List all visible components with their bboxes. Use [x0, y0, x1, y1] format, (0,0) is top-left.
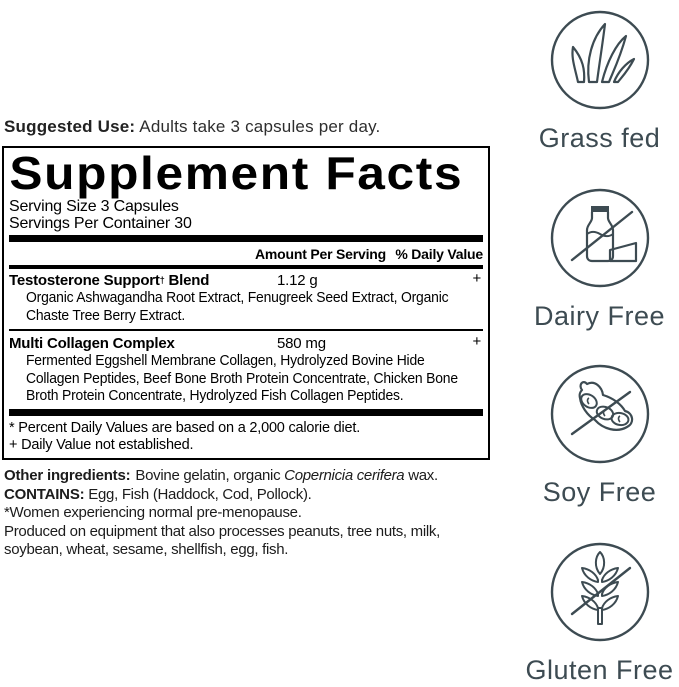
footnote-not-established: + Daily Value not established. — [9, 437, 194, 453]
ingredient-amount: 1.12 g — [277, 272, 318, 289]
allergen-note-line: soybean, wheat, sesame, shellfish, egg, fish. — [4, 541, 289, 558]
sub-ingredient-line: Fermented Eggshell Membrane Collagen, Hydrolyzed Bovine Hide — [26, 353, 425, 369]
allergen-note-line: Produced on equipment that also processes peanuts, tree nuts, milk, — [4, 522, 440, 540]
badge-gluten-free — [520, 540, 679, 684]
other-ingredients-text: Bovine gelatin, organic — [135, 467, 285, 484]
suggested-use-label: Suggested Use: — [4, 117, 136, 136]
supplement-facts-panel — [2, 146, 490, 460]
thin-divider-line — [9, 329, 483, 331]
dagger-mark: † — [159, 275, 165, 285]
soy-free-icon — [548, 362, 652, 466]
badge-label: Soy Free — [542, 477, 657, 507]
supplement-facts-title: Supplement Facts — [9, 147, 464, 199]
sub-ingredient-line: Chaste Tree Berry Extract. — [26, 307, 186, 324]
sub-ingredient-line: Broth Protein Concentrate, Hydrolyzed Fish Collagen Peptides. — [26, 388, 404, 404]
ingredient-amount: 580 mg — [277, 335, 326, 352]
ingredient-name-suffix: Blend — [164, 272, 210, 289]
ingredient-name: Testosterone Support — [9, 272, 160, 289]
grass-icon — [548, 8, 652, 112]
badge-label: Gluten Free — [525, 655, 674, 685]
footnote-dv: * Percent Daily Values are based on a 2,000 calorie diet. — [9, 419, 361, 436]
contains-line — [4, 486, 509, 505]
suggested-use-line — [4, 117, 380, 137]
badge-label: Grass fed — [538, 123, 661, 153]
thick-divider-bar — [9, 409, 483, 416]
badge-label: Dairy Free — [533, 301, 666, 331]
table-row — [4, 269, 488, 325]
daily-value-header: % Daily Value — [395, 246, 483, 262]
ingredient-name-row — [4, 332, 488, 353]
gluten-free-icon — [548, 540, 652, 644]
badge-soy-free — [520, 362, 679, 506]
serving-size: Serving Size 3 Capsules — [9, 198, 179, 215]
badge-grass-fed — [520, 8, 679, 152]
servings-per-container: Servings Per Container 30 — [9, 215, 192, 232]
suggested-use-text: Adults take 3 capsules per day. — [139, 117, 381, 136]
thick-divider-bar — [9, 235, 483, 242]
other-ingredients-label: Other ingredients: — [4, 467, 131, 484]
ingredient-sub-list — [4, 290, 488, 325]
dairy-free-icon — [548, 186, 652, 290]
pre-menopause-note: *Women experiencing normal pre-menopause. — [4, 504, 302, 521]
amount-per-serving-header: Amount Per Serving — [255, 246, 386, 262]
badge-dairy-free — [520, 186, 679, 330]
contains-text: Egg, Fish (Haddock, Cod, Pollock). — [84, 485, 312, 503]
table-row — [4, 332, 488, 406]
ingredient-name-row — [4, 269, 488, 290]
other-ingredients-text-end: wax. — [404, 467, 438, 484]
ingredient-sub-list — [4, 353, 488, 406]
other-ingredients-block — [4, 467, 509, 560]
sub-ingredient-line: Organic Ashwagandha Root Extract, Fenugreek Seed Extract, Organic — [26, 290, 449, 306]
ingredient-dv: + — [472, 270, 481, 287]
other-ingredients-line — [4, 467, 509, 486]
table-column-headers — [4, 244, 488, 263]
latin-name: Copernicia cerifera — [284, 467, 405, 484]
ingredient-name: Multi Collagen Complex — [9, 335, 175, 352]
footnotes — [4, 416, 488, 455]
ingredient-dv: + — [472, 333, 481, 350]
contains-label: CONTAINS: — [4, 485, 85, 503]
sub-ingredient-line: Collagen Peptides, Beef Bone Broth Protein Concentrate, Chicken Bone — [26, 370, 458, 387]
